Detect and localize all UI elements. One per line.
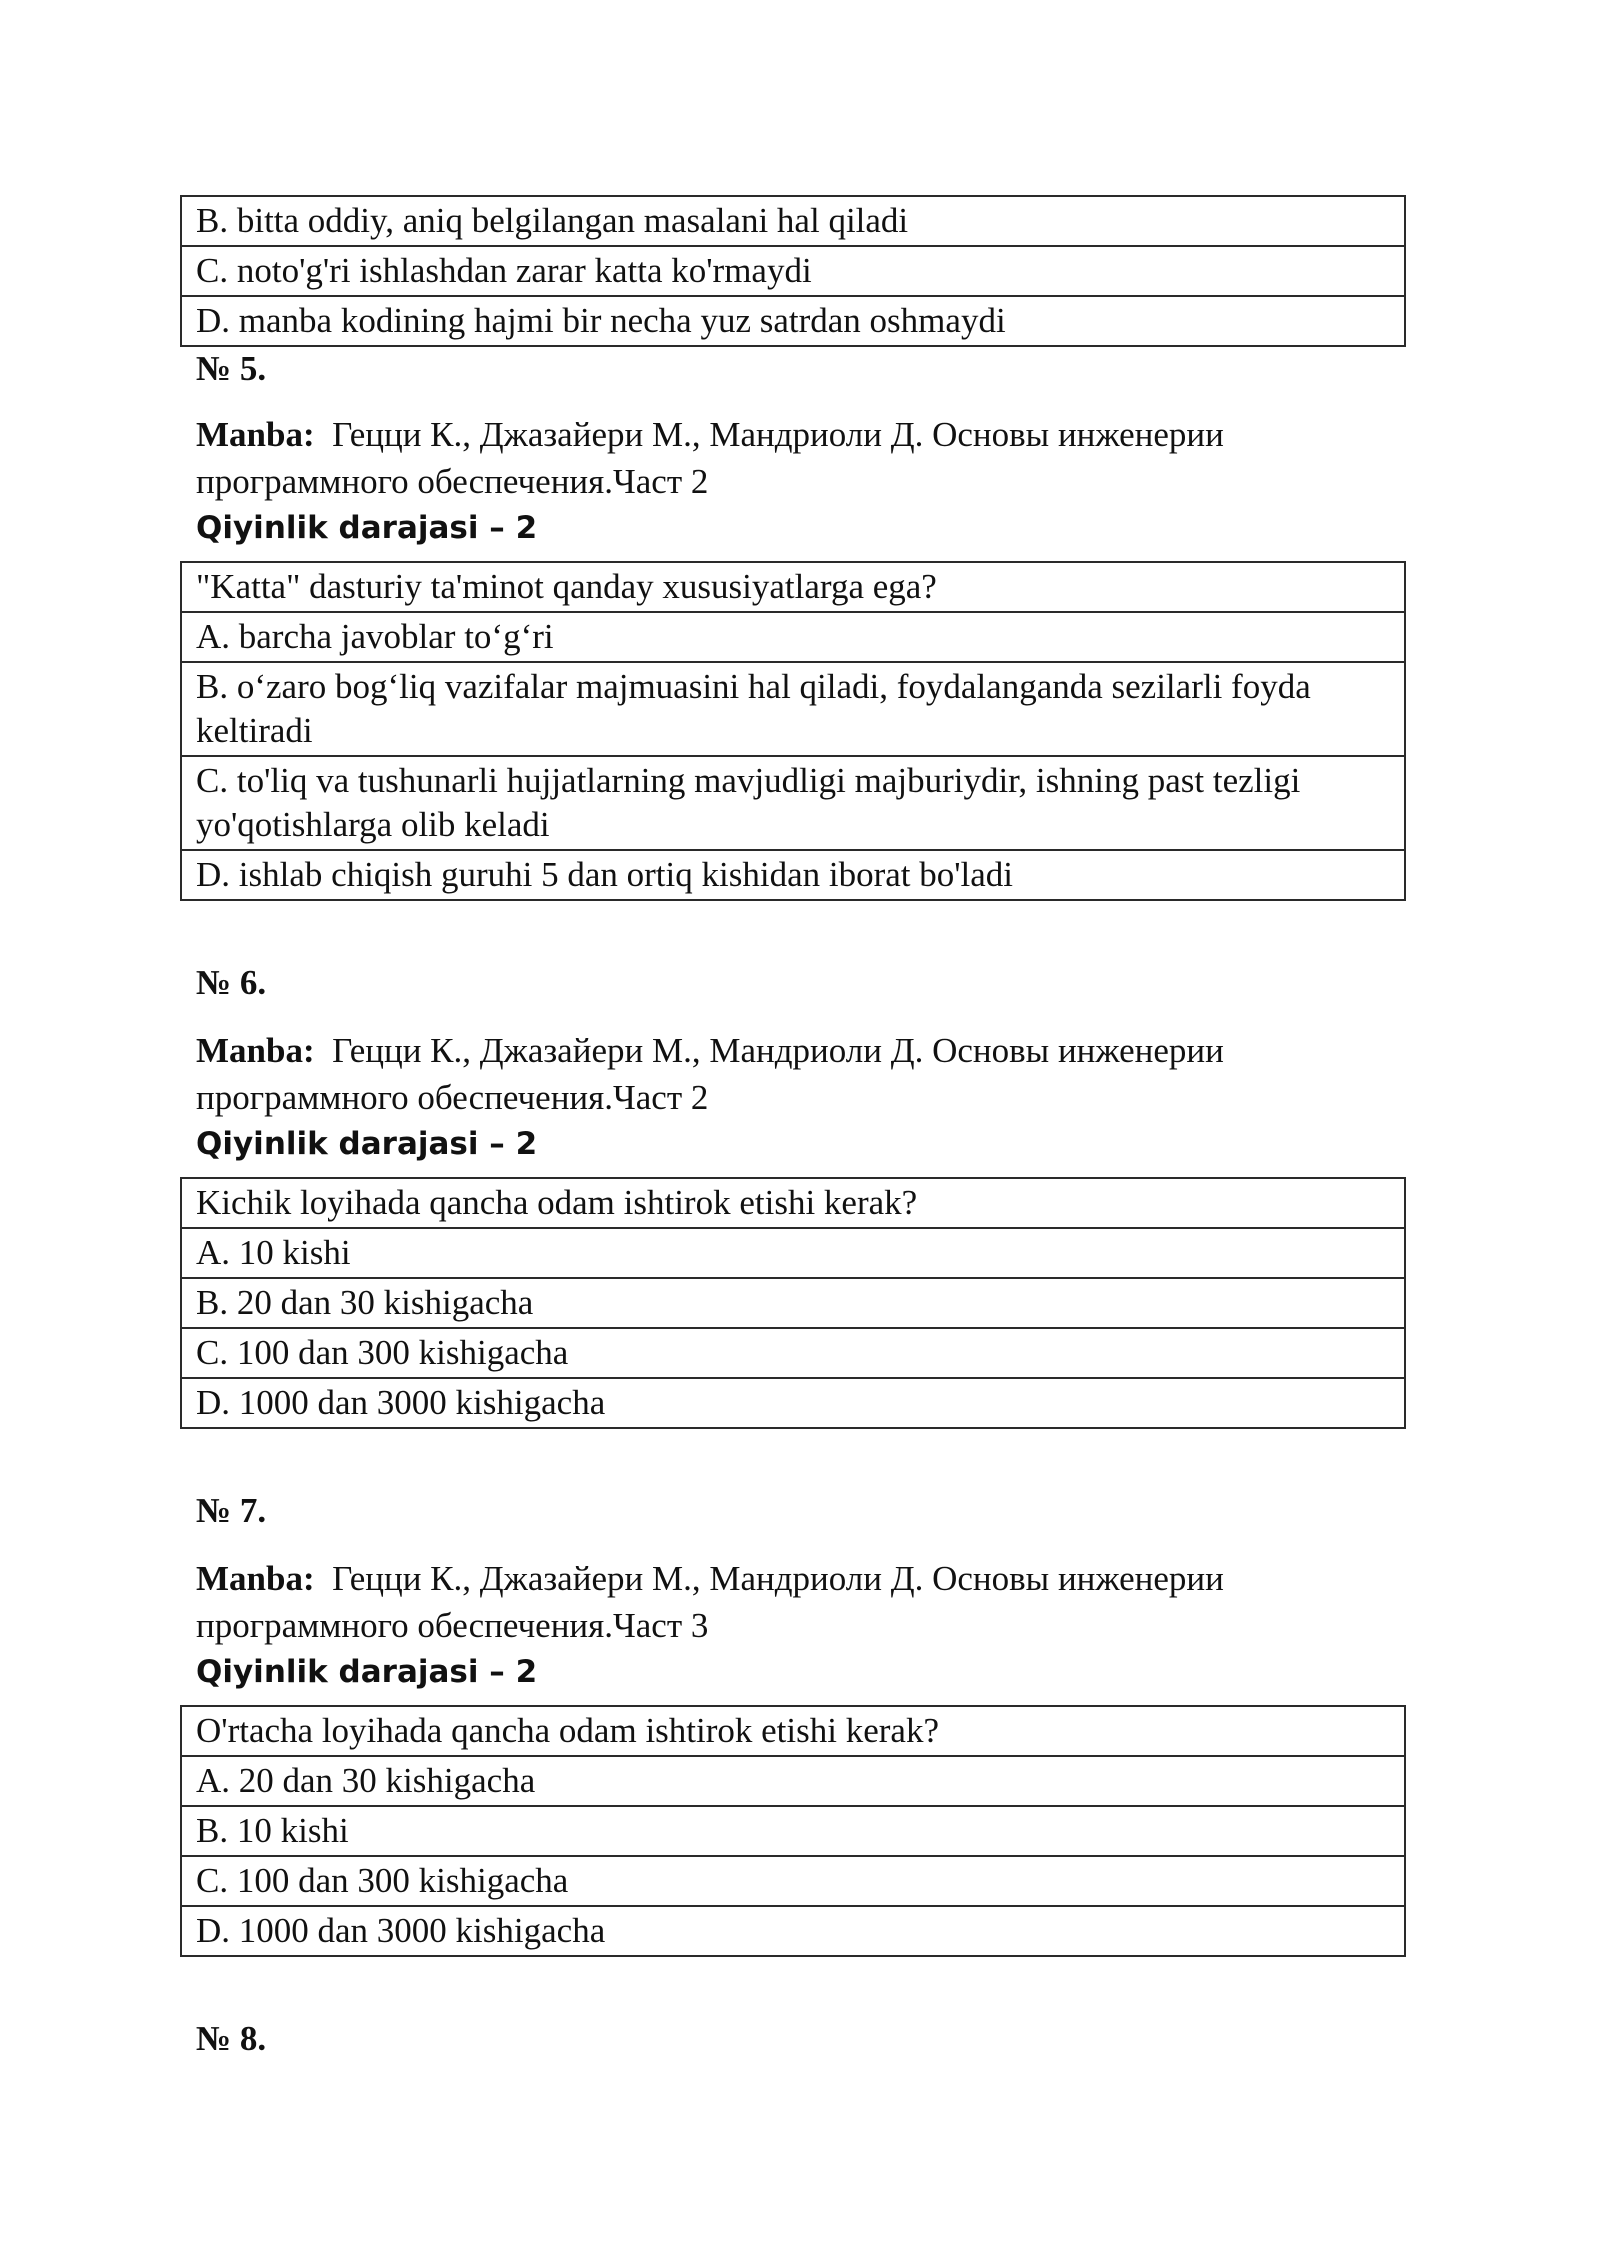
source-line xyxy=(196,411,1406,505)
table-row xyxy=(181,1706,1405,1756)
option-d: D. 1000 dan 3000 kishigacha xyxy=(181,1906,1405,1956)
option-a: A. 10 kishi xyxy=(181,1228,1405,1278)
table-row xyxy=(181,196,1405,246)
option-b: B. 10 kishi xyxy=(181,1806,1405,1856)
source-label: Manba: xyxy=(196,1559,315,1598)
table-row xyxy=(181,612,1405,662)
source-label: Manba: xyxy=(196,1031,315,1070)
source-text: Гецци К., Джазайери М., Мандриоли Д. Основы инженерии программного обеспечения.Част 2 xyxy=(196,415,1224,501)
options-table-q4 xyxy=(180,195,1406,347)
table-row xyxy=(181,246,1405,296)
option-b: B. bitta oddiy, aniq belgilangan masalani hal qiladi xyxy=(181,196,1405,246)
table-row xyxy=(181,1906,1405,1956)
table-row xyxy=(181,1856,1405,1906)
option-a: A. 20 dan 30 kishigacha xyxy=(181,1756,1405,1806)
table-row xyxy=(181,1756,1405,1806)
question-number: № 5. xyxy=(196,349,267,388)
option-b: B. o‘zaro bog‘liq vazifalar majmuasini hal qiladi, foydalanganda sezilarli foyda keltiradi xyxy=(181,662,1405,756)
table-row xyxy=(181,562,1405,612)
option-d: D. ishlab chiqish guruhi 5 dan ortiq kishidan iborat bo'ladi xyxy=(181,850,1405,900)
difficulty-level: Qiyinlik darajasi – 2 xyxy=(196,1126,538,1162)
option-d: D. manba kodining hajmi bir necha yuz satrdan oshmaydi xyxy=(181,296,1405,346)
question-number: № 7. xyxy=(196,1491,267,1530)
table-row xyxy=(181,1378,1405,1428)
table-row xyxy=(181,1806,1405,1856)
source-line xyxy=(196,1555,1406,1649)
option-c: C. 100 dan 300 kishigacha xyxy=(181,1328,1405,1378)
source-line xyxy=(196,1027,1406,1121)
table-row xyxy=(181,1178,1405,1228)
table-row xyxy=(181,662,1405,756)
table-row xyxy=(181,1328,1405,1378)
table-row xyxy=(181,1228,1405,1278)
document-page xyxy=(180,195,1406,2061)
option-a: A. barcha javoblar to‘g‘ri xyxy=(181,612,1405,662)
table-row xyxy=(181,296,1405,346)
option-c: C. 100 dan 300 kishigacha xyxy=(181,1856,1405,1906)
option-c: C. noto'g'ri ishlashdan zarar katta ko'rmaydi xyxy=(181,246,1405,296)
source-text: Гецци К., Джазайери М., Мандриоли Д. Основы инженерии программного обеспечения.Част 2 xyxy=(196,1031,1224,1117)
question-table xyxy=(180,1177,1406,1429)
source-label: Manba: xyxy=(196,415,315,454)
question-table xyxy=(180,561,1406,901)
question-text: O'rtacha loyihada qancha odam ishtirok etishi kerak? xyxy=(181,1706,1405,1756)
option-d: D. 1000 dan 3000 kishigacha xyxy=(181,1378,1405,1428)
table-row xyxy=(181,850,1405,900)
question-text: "Katta" dasturiy ta'minot qanday xususiyatlarga ega? xyxy=(181,562,1405,612)
option-b: B. 20 dan 30 kishigacha xyxy=(181,1278,1405,1328)
question-text: Kichik loyihada qancha odam ishtirok etishi kerak? xyxy=(181,1178,1405,1228)
question-number: № 8. xyxy=(196,2019,267,2058)
question-number: № 6. xyxy=(196,963,267,1002)
source-text: Гецци К., Джазайери М., Мандриоли Д. Основы инженерии программного обеспечения.Част 3 xyxy=(196,1559,1224,1645)
table-row xyxy=(181,756,1405,850)
question-table xyxy=(180,1705,1406,1957)
difficulty-level: Qiyinlik darajasi – 2 xyxy=(196,1654,538,1690)
option-c: C. to'liq va tushunarli hujjatlarning mavjudligi majburiydir, ishning past tezligi yo'qotishlarga olib keladi xyxy=(181,756,1405,850)
table-row xyxy=(181,1278,1405,1328)
difficulty-level: Qiyinlik darajasi – 2 xyxy=(196,510,538,546)
